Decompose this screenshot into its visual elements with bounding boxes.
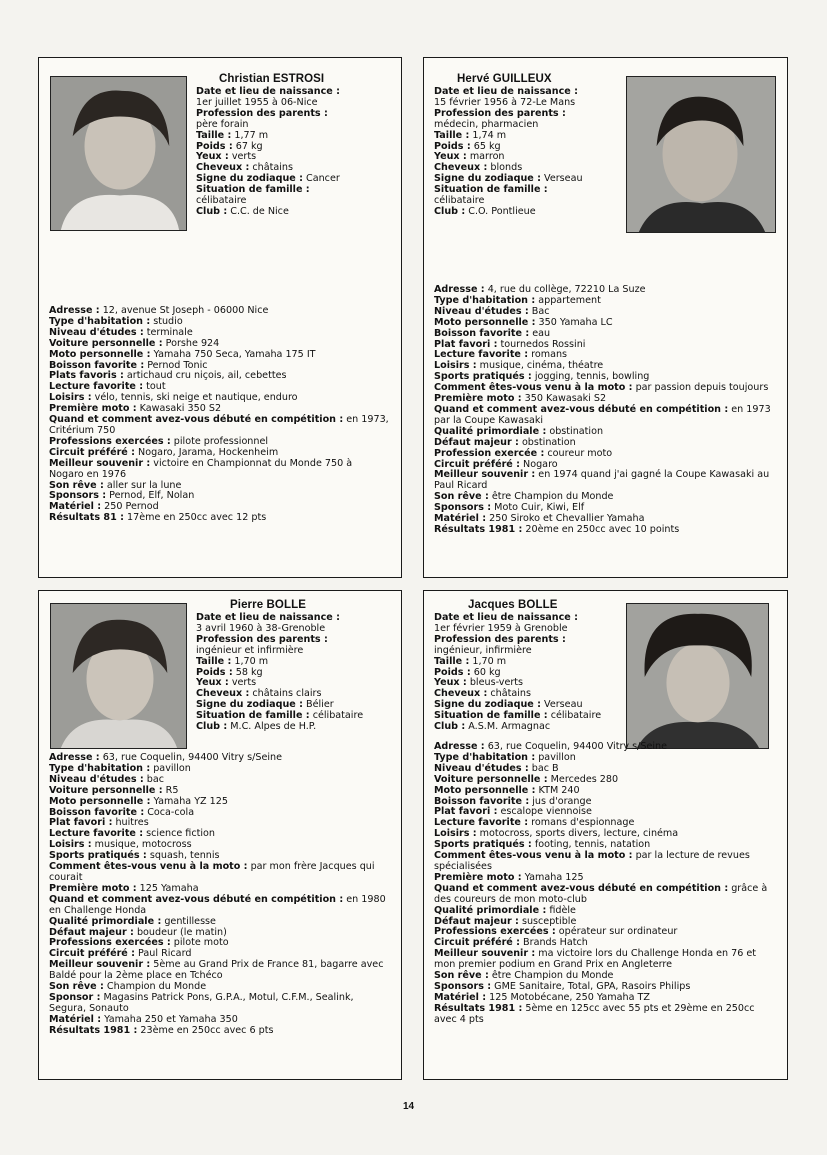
field-value: 63, rue Coquelin, 94400 Vitry s/Seine xyxy=(99,752,283,763)
field-value: 58 kg xyxy=(232,666,263,678)
field-value: 23ème en 250cc avec 6 pts xyxy=(137,1024,274,1036)
field-value: verts xyxy=(228,151,257,163)
field-label: Première moto : xyxy=(49,882,137,894)
field-value: fidèle xyxy=(546,904,576,916)
field-value: susceptible xyxy=(518,915,577,927)
field-label: Yeux : xyxy=(434,677,467,689)
field-value: huitres xyxy=(112,817,149,829)
field-value: terminale xyxy=(143,326,193,338)
rider-card-guilleux xyxy=(423,57,788,578)
field-label: Sponsors : xyxy=(434,980,492,992)
field-value: jogging, tennis, bowling xyxy=(531,371,650,383)
field-value: 12, avenue St Joseph - 06000 Nice xyxy=(99,305,269,316)
field-label: Défaut majeur : xyxy=(434,915,519,927)
field-label: Club : xyxy=(196,205,228,217)
field-label: Profession des parents : xyxy=(196,633,328,645)
field-value: boudeur (le matin) xyxy=(133,926,227,938)
field-label: Type d'habitation : xyxy=(49,762,151,774)
field-value: Mercedes 280 xyxy=(547,773,619,785)
field-value: 1,77 m xyxy=(231,129,269,141)
field-label: Circuit préféré : xyxy=(434,458,520,470)
field-value: pavillon xyxy=(535,751,576,763)
field-value: 5ème au Grand Prix de France 81, bagarre avec Baldé pour la 2ème place en Tchéco xyxy=(49,959,384,982)
field-value: eau xyxy=(529,327,551,339)
field-value: Cancer xyxy=(302,173,340,185)
field-value: châtains xyxy=(487,688,532,700)
field-label: Circuit préféré : xyxy=(49,446,135,458)
field-label: Son rêve : xyxy=(49,981,104,993)
info-line xyxy=(49,895,389,917)
field-value: M.C. Alpes de H.P. xyxy=(227,721,317,733)
field-value: 250 Pernod xyxy=(101,501,159,513)
field-value: squash, tennis xyxy=(146,850,220,862)
field-value: 1,74 m xyxy=(469,129,507,141)
rider-photo xyxy=(626,76,776,233)
field-value: Verseau xyxy=(540,173,583,185)
field-label: Taille : xyxy=(196,129,232,141)
field-label: Loisirs : xyxy=(434,360,477,372)
field-value: Champion du Monde xyxy=(103,981,207,993)
info-line xyxy=(434,525,774,536)
field-label: Sponsors : xyxy=(49,490,107,502)
rider-bottom-info xyxy=(434,742,774,1026)
field-label: Poids : xyxy=(196,140,233,152)
field-value: 5ème en 125cc avec 55 pts et 29ème en 250cc avec 4 pts xyxy=(434,1002,755,1025)
field-value: KTM 240 xyxy=(535,784,580,796)
info-line xyxy=(49,993,389,1015)
field-label: Qualité primordiale : xyxy=(49,915,162,927)
field-value: vélo, tennis, ski neige et nautique, enduro xyxy=(91,392,298,404)
field-value: 350 Yamaha LC xyxy=(535,316,613,328)
field-label: Type d'habitation : xyxy=(49,315,151,327)
field-label: Qualité primordiale : xyxy=(434,425,547,437)
field-label: Meilleur souvenir : xyxy=(434,469,536,481)
field-value: aller sur la lune xyxy=(103,479,182,491)
field-value: motocross, sports divers, lecture, cinéma xyxy=(476,828,679,840)
field-value: Nogaro xyxy=(520,458,558,470)
rider-top-info xyxy=(434,87,594,218)
field-label: Niveau d'études : xyxy=(49,326,144,338)
field-value: médecin, pharmacien xyxy=(434,118,539,130)
rider-bottom-info xyxy=(49,306,389,524)
field-label: Adresse : xyxy=(49,752,100,763)
field-label: Son rêve : xyxy=(434,491,489,503)
field-value: 1,70 m xyxy=(231,655,269,667)
field-label: Matériel : xyxy=(434,513,487,525)
field-label: Club : xyxy=(196,721,228,733)
rider-card-pierre-bolle xyxy=(38,590,402,1080)
field-value: Yamaha 750 Seca, Yamaha 175 IT xyxy=(150,348,316,360)
rider-name: Hervé GUILLEUX xyxy=(457,73,552,85)
field-value: jus d'orange xyxy=(529,795,592,807)
field-value: 1,70 m xyxy=(469,655,507,667)
info-line xyxy=(434,207,594,218)
field-value: Paul Ricard xyxy=(135,948,192,960)
field-label: Yeux : xyxy=(196,677,229,689)
field-value: obstination xyxy=(546,425,604,437)
field-value: opérateur sur ordinateur xyxy=(555,926,678,938)
info-line xyxy=(434,405,774,427)
field-value: Bélier xyxy=(302,699,334,711)
field-label: Taille : xyxy=(434,655,470,667)
field-value: en 1980 en Challenge Honda xyxy=(49,893,386,916)
field-label: Quand et comment avez-vous débuté en compétition : xyxy=(49,893,344,905)
field-label: Défaut majeur : xyxy=(49,926,134,938)
field-value: Coca-cola xyxy=(144,806,195,818)
field-label: Cheveux : xyxy=(196,162,250,174)
field-value: romans xyxy=(528,349,568,361)
rider-photo xyxy=(50,76,187,231)
field-label: Situation de famille : xyxy=(196,184,310,196)
field-label: Circuit préféré : xyxy=(434,937,520,949)
rider-name: Jacques BOLLE xyxy=(468,599,558,611)
field-value: A.S.M. Armagnac xyxy=(465,721,551,733)
field-label: Taille : xyxy=(434,129,470,141)
field-label: Poids : xyxy=(196,666,233,678)
field-label: Première moto : xyxy=(434,871,522,883)
field-label: Boisson favorite : xyxy=(49,359,145,371)
field-label: Résultats 1981 : xyxy=(434,523,523,535)
info-line xyxy=(49,459,389,481)
field-label: Loisirs : xyxy=(434,828,477,840)
field-value: bac xyxy=(143,773,165,785)
field-value: C.C. de Nice xyxy=(227,205,289,217)
field-label: Moto personnelle : xyxy=(49,348,151,360)
field-label: Moto personnelle : xyxy=(434,784,536,796)
field-label: Poids : xyxy=(434,140,471,152)
field-label: Adresse : xyxy=(49,305,100,316)
field-value: Porshe 924 xyxy=(162,337,220,349)
field-value: Yamaha YZ 125 xyxy=(150,795,228,807)
field-value: par mon frère Jacques qui courait xyxy=(49,861,375,883)
field-value: grâce à des coureurs de mon moto-club xyxy=(434,882,768,905)
field-label: Date et lieu de naissance : xyxy=(196,86,340,97)
field-label: Lecture favorite : xyxy=(49,828,144,840)
field-label: Boisson favorite : xyxy=(434,327,530,339)
field-value: obstination xyxy=(518,436,576,448)
field-label: Résultats 81 : xyxy=(49,512,124,524)
field-label: Première moto : xyxy=(49,403,137,415)
field-value: escalope viennoise xyxy=(497,806,592,818)
field-label: Profession des parents : xyxy=(196,107,328,119)
field-value: footing, tennis, natation xyxy=(531,839,651,851)
field-label: Adresse : xyxy=(434,741,485,752)
field-value: GME Sanitaire, Total, GPA, Rasoirs Philips xyxy=(491,980,691,992)
field-label: Comment êtes-vous venu à la moto : xyxy=(434,850,633,862)
field-label: Meilleur souvenir : xyxy=(49,959,151,971)
field-value: 60 kg xyxy=(470,666,501,678)
field-label: Club : xyxy=(434,205,466,217)
rider-card-jacques-bolle xyxy=(423,590,788,1080)
rider-name: Christian ESTROSI xyxy=(219,73,325,85)
field-value: 3 avril 1960 à 38-Grenoble xyxy=(196,622,326,634)
field-label: Loisirs : xyxy=(49,839,92,851)
rider-top-info xyxy=(434,613,614,733)
field-value: musique, cinéma, théatre xyxy=(476,360,604,372)
field-label: Yeux : xyxy=(434,151,467,163)
field-label: Cheveux : xyxy=(196,688,250,700)
field-label: Comment êtes-vous venu à la moto : xyxy=(49,861,248,873)
field-value: 250 Siroko et Chevallier Yamaha xyxy=(486,513,645,525)
rider-card-estrosi xyxy=(38,57,402,578)
field-label: Type d'habitation : xyxy=(434,294,536,306)
field-value: 15 février 1956 à 72-Le Mans xyxy=(434,96,576,108)
field-label: Situation de famille : xyxy=(196,710,310,722)
field-value: Moto Cuir, Kiwi, Elf xyxy=(491,502,585,514)
field-value: 20ème en 250cc avec 10 points xyxy=(522,523,680,535)
field-value: pilote professionnel xyxy=(170,435,269,447)
field-label: Son rêve : xyxy=(49,479,104,491)
field-value: Nogaro, Jarama, Hockenheim xyxy=(135,446,279,458)
field-value: 1er février 1959 à Grenoble xyxy=(434,622,568,634)
field-value: blonds xyxy=(487,162,523,174)
field-label: Quand et comment avez-vous débuté en compétition : xyxy=(434,882,729,894)
field-value: être Champion du Monde xyxy=(488,491,614,503)
field-value: pilote moto xyxy=(170,937,229,949)
info-line xyxy=(434,1004,774,1026)
field-label: Boisson favorite : xyxy=(434,795,530,807)
field-value: 125 Motobécane, 250 Yamaha TZ xyxy=(486,991,650,1003)
field-value: Bac xyxy=(528,305,550,317)
field-value: bleus-verts xyxy=(466,677,524,689)
field-value: Magasins Patrick Pons, G.P.A., Motul, C.F.M., Sealink, Segura, Sonauto xyxy=(49,991,354,1014)
field-label: Sports pratiqués : xyxy=(49,850,147,862)
rider-photo xyxy=(50,603,187,749)
field-value: verts xyxy=(228,677,257,689)
field-label: Signe du zodiaque : xyxy=(196,173,303,185)
field-label: Boisson favorite : xyxy=(49,806,145,818)
field-value: 67 kg xyxy=(232,140,263,152)
info-line xyxy=(49,513,389,524)
field-value: musique, motocross xyxy=(91,839,192,851)
field-label: Matériel : xyxy=(49,501,102,513)
field-value: C.O. Pontlieue xyxy=(465,205,536,217)
rider-photo xyxy=(626,603,769,749)
info-line xyxy=(196,722,396,733)
field-label: Sponsors : xyxy=(434,502,492,514)
info-line xyxy=(434,949,774,971)
field-label: Signe du zodiaque : xyxy=(196,699,303,711)
field-label: Niveau d'études : xyxy=(434,305,529,317)
field-label: Poids : xyxy=(434,666,471,678)
field-value: 65 kg xyxy=(470,140,501,152)
field-value: studio xyxy=(150,315,183,327)
field-value: ingénieur, infirmière xyxy=(434,644,532,656)
field-label: Profession des parents : xyxy=(434,633,566,645)
field-label: Date et lieu de naissance : xyxy=(434,86,578,97)
field-label: Situation de famille : xyxy=(434,184,548,196)
info-line xyxy=(196,207,366,218)
rider-bottom-info xyxy=(434,285,774,536)
field-label: Lecture favorite : xyxy=(49,381,144,393)
field-value: Yamaha 125 xyxy=(521,871,584,883)
field-label: Type d'habitation : xyxy=(434,751,536,763)
info-line xyxy=(434,884,774,906)
field-value: en 1973 par la Coupe Kawasaki xyxy=(434,403,771,426)
field-label: Première moto : xyxy=(434,393,522,405)
field-label: Moto personnelle : xyxy=(49,795,151,807)
field-value: châtains clairs xyxy=(249,688,322,700)
field-value: ma victoire lors du Challenge Honda en 76 et mon premier podium en Grand Prix en Angleterre xyxy=(434,948,757,971)
field-value: pavillon xyxy=(150,762,191,774)
field-value: célibataire xyxy=(547,710,602,722)
field-value: être Champion du Monde xyxy=(488,970,614,982)
field-value: célibataire xyxy=(434,195,485,207)
field-label: Son rêve : xyxy=(434,970,489,982)
field-label: Qualité primordiale : xyxy=(434,904,547,916)
rider-bottom-info xyxy=(49,753,389,1037)
field-value: par passion depuis toujours xyxy=(632,382,769,394)
page-number: 14 xyxy=(403,1101,415,1112)
field-value: coureur moto xyxy=(544,447,613,459)
field-value: bac B xyxy=(528,762,559,774)
field-label: Quand et comment avez-vous débuté en compétition : xyxy=(49,414,344,426)
field-value: appartement xyxy=(535,294,601,306)
info-line xyxy=(49,415,389,437)
field-value: artichaud cru niçois, ail, cebettes xyxy=(123,370,287,382)
field-label: Plat favori : xyxy=(434,338,498,350)
field-label: Meilleur souvenir : xyxy=(434,948,536,960)
info-line xyxy=(434,851,774,873)
field-label: Matériel : xyxy=(49,1013,102,1025)
field-value: Pernod Tonic xyxy=(144,359,208,371)
field-value: célibataire xyxy=(309,710,364,722)
field-label: Adresse : xyxy=(434,284,485,295)
field-value: Verseau xyxy=(540,699,583,711)
field-label: Date et lieu de naissance : xyxy=(196,612,340,623)
rider-top-info xyxy=(196,613,396,733)
field-label: Yeux : xyxy=(196,151,229,163)
field-label: Date et lieu de naissance : xyxy=(434,612,578,623)
field-label: Circuit préféré : xyxy=(49,948,135,960)
field-label: Profession des parents : xyxy=(434,107,566,119)
field-value: en 1974 quand j'ai gagné la Coupe Kawasaki au Paul Ricard xyxy=(434,469,770,492)
field-value: Brands Hatch xyxy=(520,937,588,949)
field-value: science fiction xyxy=(143,828,215,840)
field-label: Niveau d'études : xyxy=(434,762,529,774)
field-label: Cheveux : xyxy=(434,162,488,174)
field-value: Yamaha 250 et Yamaha 350 xyxy=(101,1013,238,1025)
info-line xyxy=(49,1026,389,1037)
field-label: Profession exercée : xyxy=(434,447,545,459)
field-label: Professions exercées : xyxy=(49,937,171,949)
field-label: Meilleur souvenir : xyxy=(49,457,151,469)
field-label: Quand et comment avez-vous débuté en compétition : xyxy=(434,403,729,415)
field-label: Niveau d'études : xyxy=(49,773,144,785)
field-label: Moto personnelle : xyxy=(434,316,536,328)
info-line xyxy=(49,862,389,884)
field-value: 4, rue du collège, 72210 La Suze xyxy=(484,284,646,295)
field-label: Matériel : xyxy=(434,991,487,1003)
rider-top-info xyxy=(196,87,366,218)
info-line xyxy=(434,722,614,733)
field-label: Défaut majeur : xyxy=(434,436,519,448)
field-value: marron xyxy=(466,151,505,163)
field-value: victoire en Championnat du Monde 750 à Nogaro en 1976 xyxy=(49,457,353,480)
field-label: Cheveux : xyxy=(434,688,488,700)
field-value: 125 Yamaha xyxy=(136,882,199,894)
field-value: R5 xyxy=(162,784,179,796)
field-label: Professions exercées : xyxy=(49,435,171,447)
field-value: Kawasaki 350 S2 xyxy=(136,403,222,415)
field-label: Sports pratiqués : xyxy=(434,371,532,383)
field-label: Sports pratiqués : xyxy=(434,839,532,851)
rider-name: Pierre BOLLE xyxy=(230,599,306,611)
field-value: ingénieur et infirmière xyxy=(196,644,304,656)
field-label: Sponsor : xyxy=(49,991,101,1003)
field-value: romans d'espionnage xyxy=(528,817,635,829)
field-label: Voiture personnelle : xyxy=(49,784,163,796)
info-line xyxy=(49,960,389,982)
field-label: Club : xyxy=(434,721,466,733)
field-value: 17ème en 250cc avec 12 pts xyxy=(123,512,267,524)
field-label: Plat favori : xyxy=(49,817,113,829)
field-value: tournedos Rossini xyxy=(497,338,586,350)
field-value: en 1973, Critérium 750 xyxy=(49,414,389,436)
info-line xyxy=(434,470,774,492)
field-value: 1er juillet 1955 à 06-Nice xyxy=(196,96,318,108)
field-label: Plat favori : xyxy=(434,806,498,818)
field-label: Signe du zodiaque : xyxy=(434,173,541,185)
field-value: père forain xyxy=(196,118,249,130)
field-label: Voiture personnelle : xyxy=(49,337,163,349)
field-label: Lecture favorite : xyxy=(434,817,529,829)
field-value: tout xyxy=(143,381,166,393)
field-value: 63, rue Coquelin, 94400 Vitry s/Seine xyxy=(484,741,668,752)
field-value: par la lecture de revues spécialisées xyxy=(434,850,750,872)
field-value: Pernod, Elf, Nolan xyxy=(106,490,195,502)
field-label: Résultats 1981 : xyxy=(49,1024,138,1036)
field-label: Voiture personnelle : xyxy=(434,773,548,785)
field-label: Loisirs : xyxy=(49,392,92,404)
field-label: Lecture favorite : xyxy=(434,349,529,361)
field-value: gentillesse xyxy=(161,915,216,927)
field-value: 350 Kawasaki S2 xyxy=(521,393,607,405)
field-label: Comment êtes-vous venu à la moto : xyxy=(434,382,633,394)
field-label: Situation de famille : xyxy=(434,710,548,722)
field-label: Résultats 1981 : xyxy=(434,1002,523,1014)
field-label: Signe du zodiaque : xyxy=(434,699,541,711)
field-label: Professions exercées : xyxy=(434,926,556,938)
field-value: célibataire xyxy=(196,195,247,207)
field-label: Taille : xyxy=(196,655,232,667)
field-value: châtains xyxy=(249,162,294,174)
field-label: Plats favoris : xyxy=(49,370,124,382)
